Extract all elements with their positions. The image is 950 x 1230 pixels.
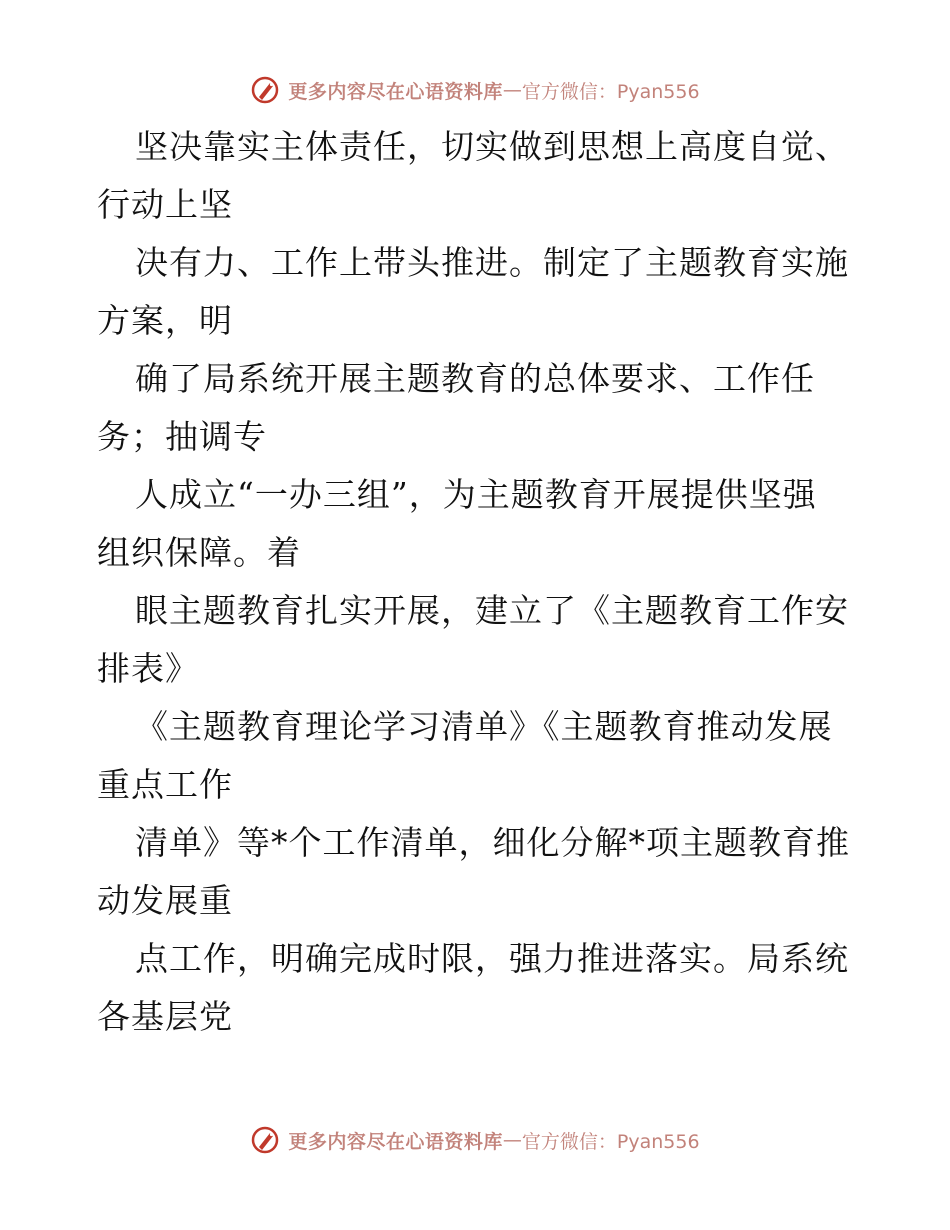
footer-site-text: 更多内容尽在心语资料库 xyxy=(288,1130,503,1153)
text-line: 清单》等*个工作清单，细化分解*项主题教育推 xyxy=(135,823,850,862)
pen-nib-circle-icon xyxy=(250,1125,280,1155)
header-wechat-text: 官方微信：Pyan556 xyxy=(521,80,700,103)
footer-wechat-text: 官方微信：Pyan556 xyxy=(521,1130,700,1153)
text-line: 组织保障。着 xyxy=(97,533,301,572)
text-line: 《主题教育理论学习清单》《主题教育推动发展 xyxy=(135,707,833,746)
text-line: 务；抽调专 xyxy=(97,417,267,456)
header-banner xyxy=(0,70,950,110)
text-line: 人成立“一办三组”，为主题教育开展提供坚强 xyxy=(135,475,817,514)
text-line: 排表》 xyxy=(97,649,199,688)
pen-nib-circle-icon xyxy=(250,75,280,105)
header-site-text: 更多内容尽在心语资料库 xyxy=(288,80,503,103)
text-line: 各基层党 xyxy=(97,997,233,1036)
text-line: 重点工作 xyxy=(97,765,233,804)
document-body xyxy=(97,118,857,1046)
text-line: 动发展重 xyxy=(97,881,233,920)
text-line: 坚决靠实主体责任，切实做到思想上高度自觉、 xyxy=(135,127,849,166)
text-line: 方案，明 xyxy=(97,301,233,340)
footer-separator: — xyxy=(502,1129,522,1151)
header-separator: — xyxy=(502,79,522,101)
text-line: 点工作，明确完成时限，强力推进落实。局系统 xyxy=(135,939,849,978)
text-line: 决有力、工作上带头推进。制定了主题教育实施 xyxy=(135,243,849,282)
text-line: 眼主题教育扎实开展，建立了《主题教育工作安 xyxy=(135,591,849,630)
footer-banner xyxy=(0,1120,950,1160)
text-line: 行动上坚 xyxy=(97,185,233,224)
text-line: 确了局系统开展主题教育的总体要求、工作任 xyxy=(135,359,815,398)
